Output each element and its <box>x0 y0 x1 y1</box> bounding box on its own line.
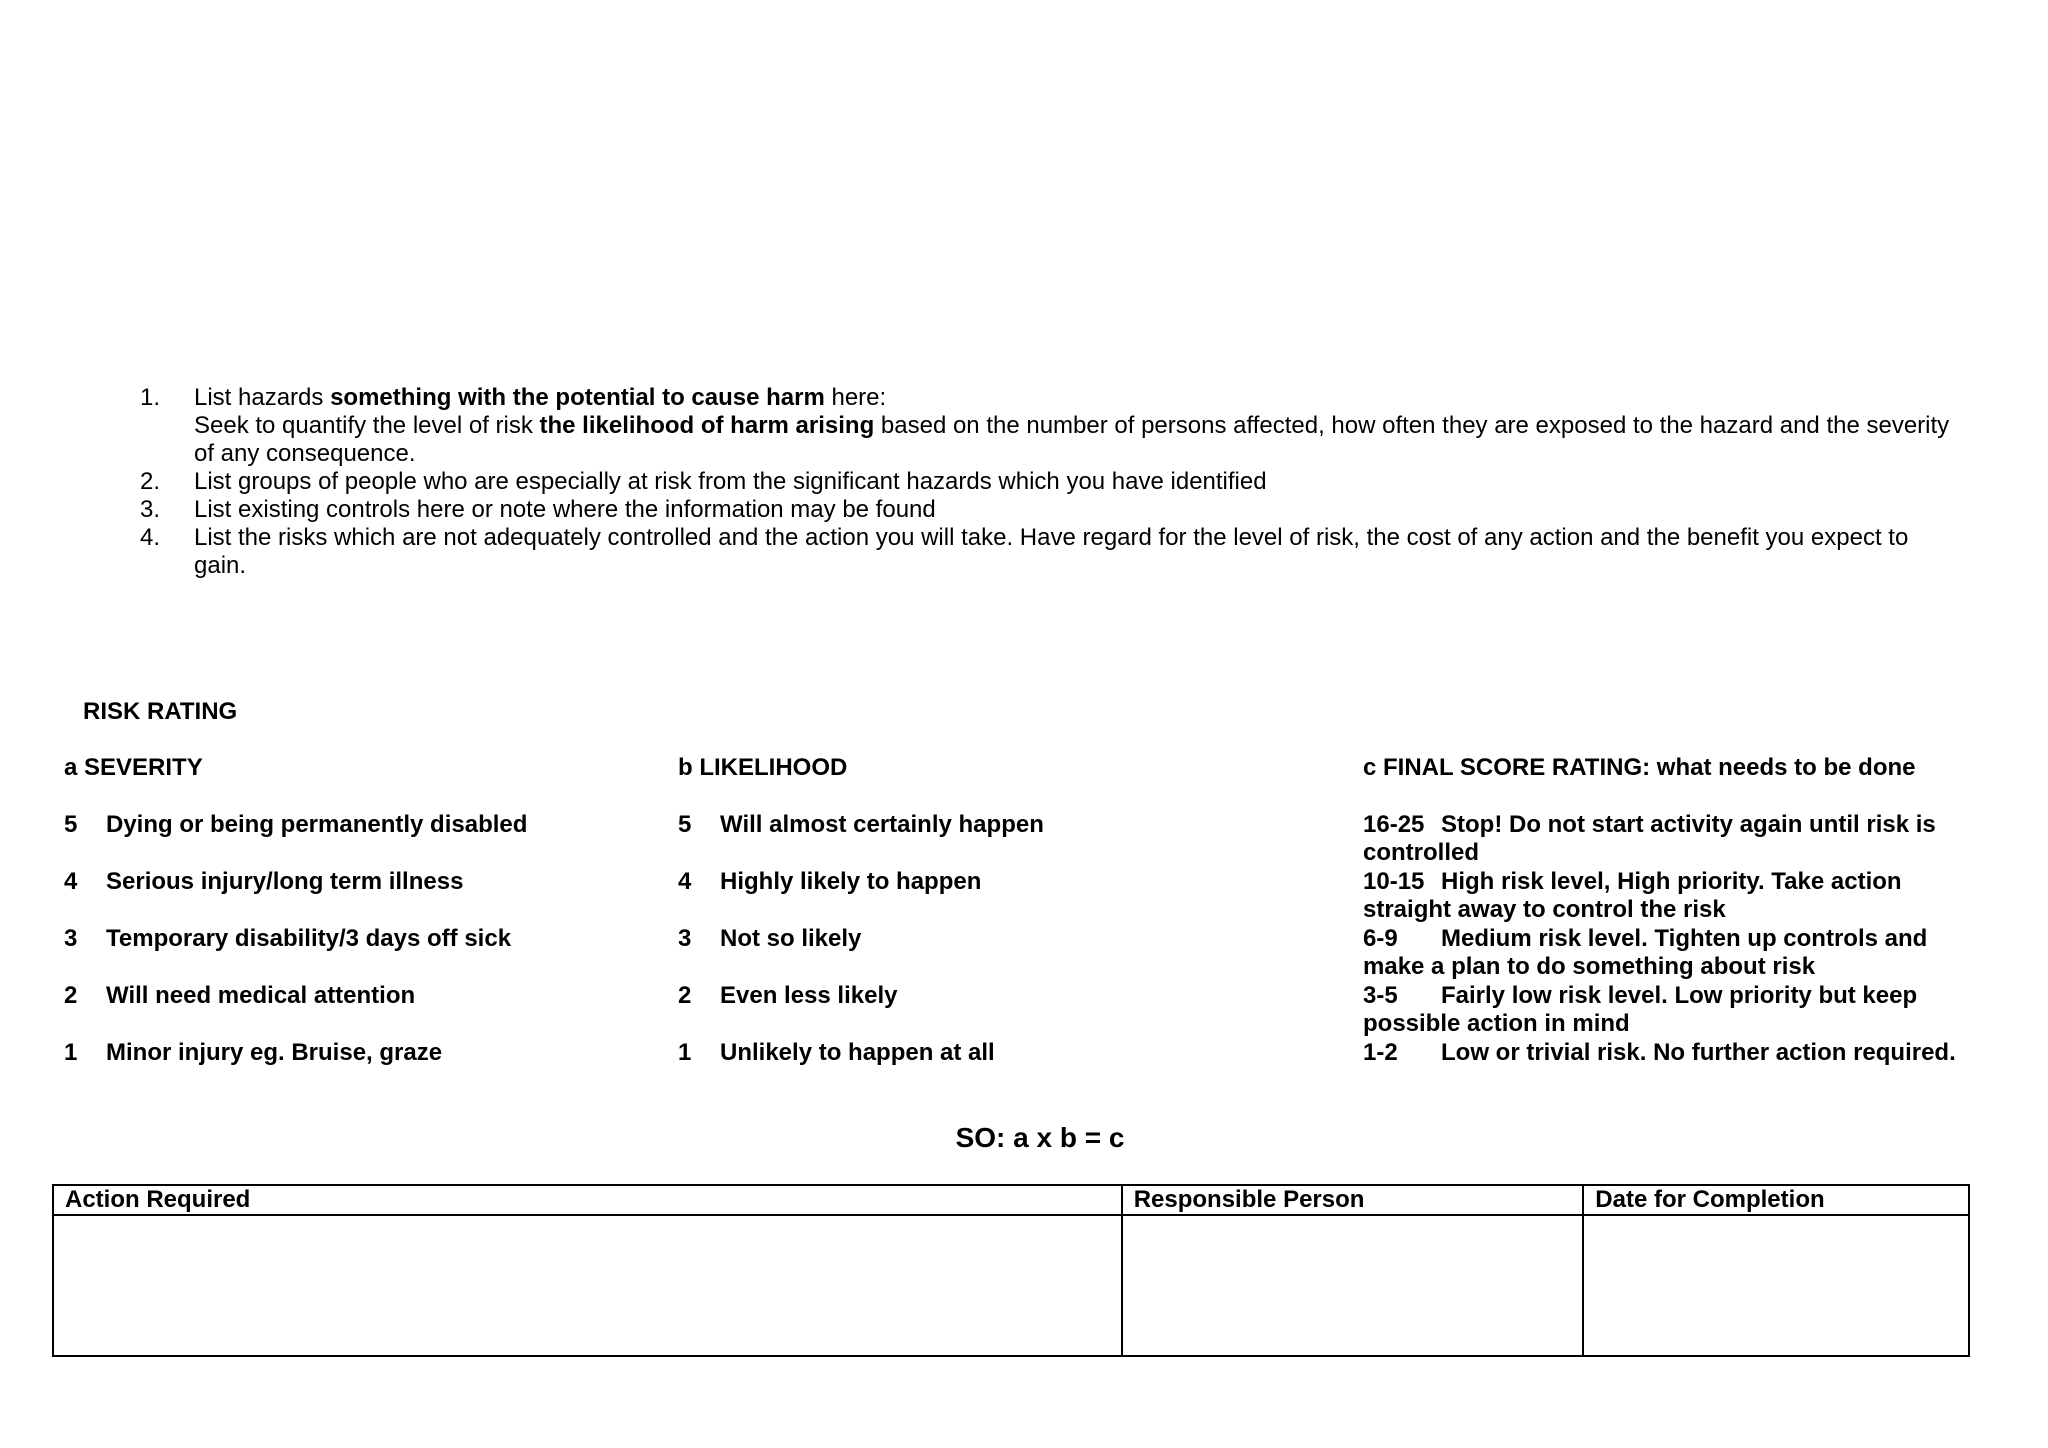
instruction-number <box>140 412 194 468</box>
severity-column <box>64 754 624 1096</box>
instruction-item <box>140 524 1964 580</box>
instruction-number: 1. <box>140 384 161 411</box>
final-score-item: 16-25 Stop! Do not start activity again until risk is controlled <box>1363 811 1936 866</box>
likelihood-item: 2 Even less likely <box>678 982 898 1009</box>
risk-rating-title: RISK RATING <box>83 698 238 725</box>
instructions-list <box>140 384 1964 580</box>
likelihood-item: 3 Not so likely <box>678 925 862 952</box>
instruction-text: List hazards something with the potential to cause harm here: <box>194 384 887 411</box>
severity-heading: a SEVERITY <box>64 754 203 781</box>
action-table-header <box>53 1185 1969 1215</box>
instruction-number: 2. <box>140 468 161 495</box>
instruction-text: List groups of people who are especially at risk from the significant hazards which you have identified <box>194 468 1267 495</box>
instruction-text: List existing controls here or note where the information may be found <box>194 496 936 523</box>
header-responsible-person: Responsible Person <box>1122 1185 1584 1215</box>
instruction-number: 3. <box>140 496 161 523</box>
table-row <box>53 1215 1969 1356</box>
date-for-completion-cell[interactable] <box>1583 1215 1969 1356</box>
instruction-item <box>140 384 1964 412</box>
formula: SO: a x b = c <box>955 1122 1125 1153</box>
instruction-text: Seek to quantify the level of risk the likelihood of harm arising based on the number of persons affected, how often they are exposed to the hazard and the severity of any consequence. <box>194 412 1950 467</box>
final-score-item: 10-15 High risk level, High priority. Take action straight away to control the risk <box>1363 868 1902 923</box>
header-date-for-completion: Date for Completion <box>1583 1185 1969 1215</box>
action-table <box>52 1184 1970 1357</box>
responsible-person-cell[interactable] <box>1122 1215 1584 1356</box>
final-score-item: 6-9 Medium risk level. Tighten up controls and make a plan to do something about risk <box>1363 925 1928 980</box>
severity-item: 4 Serious injury/long term illness <box>64 868 464 895</box>
likelihood-heading: b LIKELIHOOD <box>678 754 848 781</box>
likelihood-item: 4 Highly likely to happen <box>678 868 982 895</box>
final-score-column <box>1363 754 1963 1096</box>
header-action-required: Action Required <box>53 1185 1122 1215</box>
instruction-item <box>140 468 1964 496</box>
severity-item: 3 Temporary disability/3 days off sick <box>64 925 512 952</box>
severity-item: 1 Minor injury eg. Bruise, graze <box>64 1039 443 1066</box>
final-score-heading: c FINAL SCORE RATING: what needs to be done <box>1363 754 1916 781</box>
likelihood-item: 5 Will almost certainly happen <box>678 811 1044 838</box>
final-score-item: 3-5 Fairly low risk level. Low priority but keep possible action in mind <box>1363 982 1918 1037</box>
instruction-item <box>140 496 1964 524</box>
likelihood-column <box>678 754 1238 1096</box>
likelihood-item: 1 Unlikely to happen at all <box>678 1039 995 1066</box>
action-required-cell[interactable] <box>53 1215 1122 1356</box>
severity-item: 2 Will need medical attention <box>64 982 416 1009</box>
instruction-text: List the risks which are not adequately controlled and the action you will take. Have regard for the level of risk, the cost of any action and the benefit you expect to gain. <box>194 524 1909 579</box>
final-score-item: 1-2 Low or trivial risk. No further action required. <box>1363 1039 1956 1066</box>
instruction-number: 4. <box>140 524 161 551</box>
instruction-item <box>140 412 1964 468</box>
severity-item: 5 Dying or being permanently disabled <box>64 811 528 838</box>
